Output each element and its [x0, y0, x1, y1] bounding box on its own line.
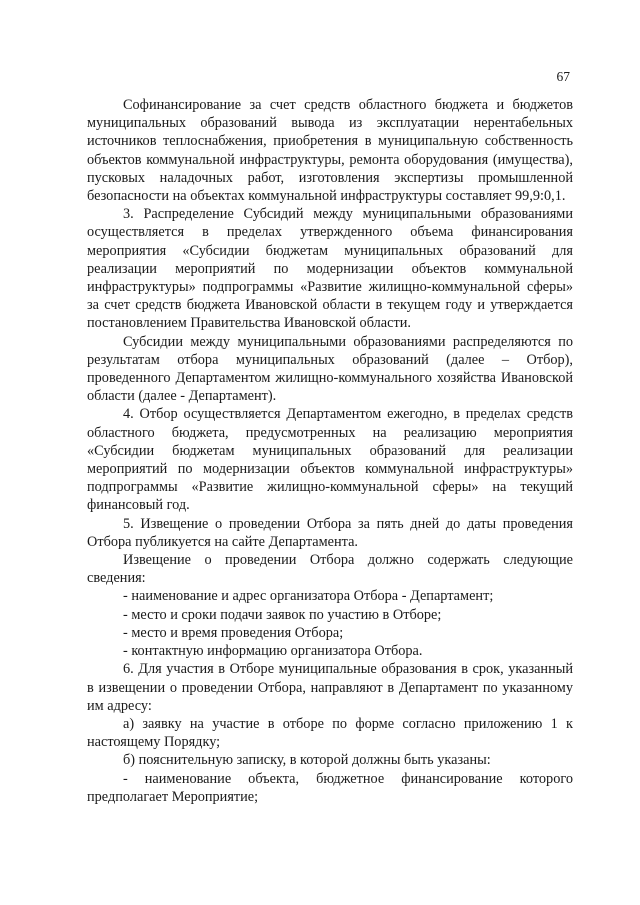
paragraph: 3. Распределение Субсидий между муниципальными образованиями осуществляется в пределах утвержденного объема финансирования мероприятия «Субсидии бюджетам муниципальных образований для реализации мероприятий по модернизации объектов коммунальной инфраструктуры» подпрограммы «Развитие жилищно-коммунальной сферы» за счет средств бюджета Ивановской области в текущем году и утверждается постановлением Правительства Ивановской области. — [87, 206, 573, 332]
paragraph: Субсидии между муниципальными образованиями распределяются по результатам отбора муниципальных образований (далее – Отбор), проведенного Департаментом жилищно-коммунального хозяйства Ивановской области (далее - Департамент). — [87, 333, 573, 405]
paragraph: 4. Отбор осуществляется Департаментом ежегодно, в пределах средств областного бюджета, предусмотренных на реализацию мероприятия «Субсидии бюджетам муниципальных образований для реализации мероприятий по модернизации объектов коммунальной инфраструктуры» подпрограммы «Развитие жилищно-коммунальной сферы» на текущий финансовый год. — [87, 406, 573, 514]
paragraph: - наименование и адрес организатора Отбора - Департамент; — [123, 588, 494, 605]
paragraph: - место и сроки подачи заявок по участию в Отборе; — [123, 606, 442, 623]
paragraph: - наименование объекта, бюджетное финансирование которого предполагает Мероприятие; — [87, 770, 573, 805]
paragraph: - место и время проведения Отбора; — [123, 624, 344, 641]
paragraph: - контактную информацию организатора Отбора. — [123, 643, 423, 660]
paragraph: а) заявку на участие в отборе по форме согласно приложению 1 к настоящему Порядку; — [87, 715, 573, 751]
paragraph: б) пояснительную записку, в которой должны быть указаны: — [123, 752, 491, 769]
paragraph: 6. Для участия в Отборе муниципальные образования в срок, указанный в извещении о проведении Отбора, направляют в Департамент по указанному им адресу: — [87, 661, 573, 714]
paragraph: Софинансирование за счет средств областного бюджета и бюджетов муниципальных образований вывода из эксплуатации нерентабельных источников теплоснабжения, приобретения в муниципальную собственность объектов коммунальной инфраструктуры, ремонта оборудования (имущества), пусковых наладочных работ, изготовления экспертизы промышленной безопасности на объектах коммунальной инфраструктуры составляет 99,9:0,1. — [87, 97, 573, 205]
paragraph: 5. Извещение о проведении Отбора за пять дней до даты проведения Отбора публикуется на сайте Департамента. — [87, 515, 573, 550]
document-body — [87, 96, 573, 806]
paragraph: Извещение о проведении Отбора должно содержать следующие сведения: — [87, 552, 573, 587]
page-number: 67 — [556, 69, 570, 84]
